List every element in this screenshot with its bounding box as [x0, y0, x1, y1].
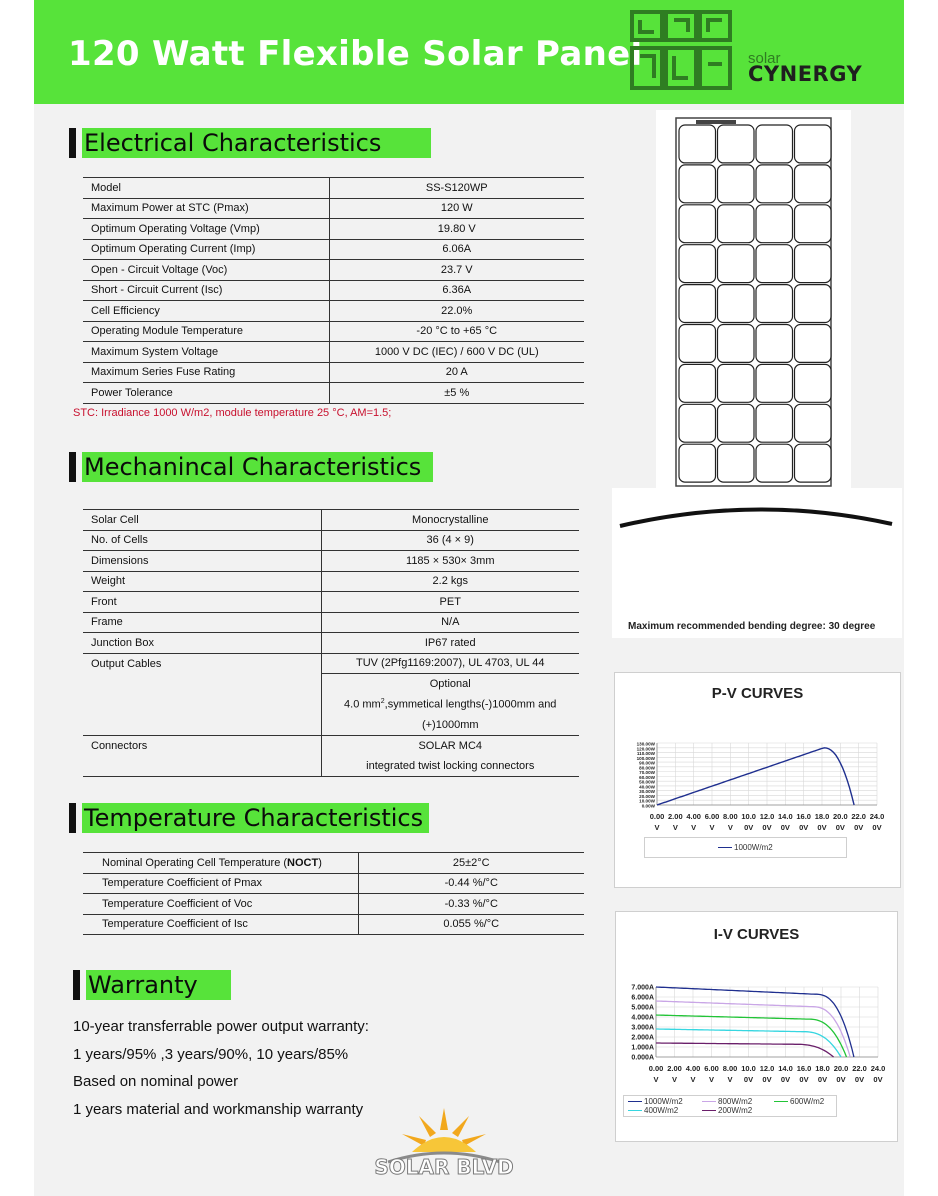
table-row: [83, 178, 584, 199]
y-tick-label: 60.00W: [639, 774, 655, 780]
x-tick-label: 10.0: [741, 812, 756, 821]
solar-cell: [756, 404, 793, 442]
row-value: IP67 rated: [321, 633, 579, 654]
table-row: [83, 198, 584, 219]
row-value: 120 W: [329, 198, 584, 219]
pv-chart: [614, 672, 901, 888]
legend-item: [718, 843, 773, 852]
row-label: Frame: [83, 612, 321, 633]
table-row: [83, 239, 584, 260]
y-tick-label: 130.00W: [636, 741, 655, 747]
warranty-line: Based on nominal power: [73, 1073, 239, 1090]
row-value: 6.36A: [329, 280, 584, 301]
y-tick-label: 4.000A: [631, 1014, 654, 1022]
iv-chart-title: I-V CURVES: [713, 926, 800, 943]
x-tick-unit: V: [653, 1075, 659, 1084]
x-tick-label: 2.00: [668, 812, 683, 821]
solar-cell: [756, 285, 793, 323]
row-value: 1185 × 530× 3mm: [321, 551, 579, 572]
datasheet-page: [34, 0, 904, 1196]
solar-cell: [756, 245, 793, 283]
solar-cell: [718, 404, 755, 442]
table-row: [83, 530, 579, 551]
table-row: [83, 735, 579, 756]
y-tick-label: 1.000A: [631, 1044, 654, 1052]
solar-cell: [795, 404, 832, 442]
heading-bar: [69, 128, 76, 158]
x-tick-label: 16.0: [796, 812, 811, 821]
row-label: Maximum System Voltage: [83, 342, 329, 363]
page-title: 120 Watt Flexible Solar Panel: [68, 34, 643, 74]
x-tick-unit: V: [727, 1075, 733, 1084]
solar-cell: [718, 245, 755, 283]
logo-big-text: CYNERGY: [748, 62, 863, 86]
x-tick-unit: V: [690, 1075, 696, 1084]
mechanical-table: [83, 509, 579, 777]
x-tick-label: 14.0: [778, 1064, 793, 1073]
row-label: Weight: [83, 571, 321, 592]
x-tick-unit: 0V: [817, 1075, 828, 1084]
row-value: ±5 %: [329, 383, 584, 404]
legend-label: 1000W/m2: [734, 843, 773, 852]
legend-item: [702, 1106, 752, 1115]
x-tick-label: 6.00: [704, 812, 720, 821]
legend-swatch: [702, 1110, 716, 1111]
x-tick-unit: 0V: [872, 823, 882, 832]
cables-line2: Optional: [429, 678, 471, 690]
logo-small-text: solar: [748, 50, 781, 67]
row-value: 36 (4 × 9): [321, 530, 579, 551]
x-tick-label: 16.0: [796, 1064, 812, 1073]
solar-cell: [679, 205, 716, 243]
connectors-line2: integrated twist locking connectors: [321, 756, 579, 777]
table-row: [83, 873, 584, 894]
cables-sup: 2: [380, 697, 385, 705]
legend-item: [702, 1097, 752, 1106]
x-tick-unit: 0V: [873, 1075, 883, 1084]
x-tick-unit: 0V: [744, 823, 754, 832]
row-label: Dimensions: [83, 551, 321, 572]
row-label: Temperature Coefficient of Isc: [83, 914, 358, 935]
x-tick-label: 18.0: [815, 1064, 830, 1073]
solar-cell: [795, 444, 832, 482]
cables-line4: (+)1000mm: [321, 715, 579, 736]
electrical-table: [83, 177, 584, 404]
solar-cell: [718, 444, 755, 482]
x-tick-unit: 0V: [762, 823, 772, 832]
x-tick-label: 0.00: [648, 1064, 664, 1073]
table-row: [83, 342, 584, 363]
x-tick-label: 22.0: [851, 812, 866, 821]
connectors-line1: SOLAR MC4: [418, 739, 483, 752]
iv-chart: [615, 911, 898, 1142]
panel-image: [656, 110, 851, 490]
x-tick-unit: V: [691, 823, 697, 832]
table-row: [83, 571, 579, 592]
solar-cell: [679, 245, 716, 283]
x-tick-label: 10.0: [741, 1064, 756, 1073]
row-value: SS-S120WP: [329, 178, 584, 199]
solar-cell: [718, 285, 755, 323]
x-tick-label: 18.0: [814, 812, 830, 821]
row-label: Maximum Power at STC (Pmax): [83, 198, 329, 219]
row-value: 6.06A: [329, 239, 584, 260]
row-label: Temperature Coefficient of Voc: [83, 894, 358, 915]
x-tick-unit: V: [708, 1075, 715, 1084]
row-label: Solar Cell: [83, 510, 321, 531]
solar-cell: [795, 245, 832, 283]
x-tick-unit: 0V: [799, 1075, 809, 1084]
warranty-line: 10-year transferrable power output warranty:: [73, 1018, 369, 1035]
legend-swatch: [718, 847, 732, 848]
bend-image: [612, 488, 902, 638]
connectors-label: Connectors: [83, 735, 321, 776]
solar-cell: [718, 125, 755, 163]
y-tick-label: 30.00W: [639, 789, 655, 795]
row-value: PET: [321, 592, 579, 613]
warranty-line: 1 years/95% ,3 years/90%, 10 years/85%: [73, 1046, 349, 1063]
legend-swatch: [628, 1101, 642, 1102]
legend-item: [628, 1097, 683, 1106]
row-label: Model: [83, 178, 329, 199]
solar-cell: [718, 165, 755, 203]
solar-cell: [679, 165, 716, 203]
row-label: Junction Box: [83, 633, 321, 654]
row-label: No. of Cells: [83, 530, 321, 551]
table-row: [83, 383, 584, 404]
y-tick-label: 0.000A: [631, 1054, 654, 1062]
x-tick-label: 6.00: [704, 1064, 719, 1073]
x-tick-unit: V: [727, 823, 733, 832]
cables-line3b: ,symmetical lengths(-)1000mm and: [384, 698, 557, 711]
blvd-text: SOLAR BLVD: [374, 1155, 514, 1179]
y-tick-label: 80.00W: [639, 765, 655, 771]
electrical-heading-text: Electrical Characteristics: [82, 128, 431, 158]
x-tick-unit: 0V: [780, 1075, 791, 1084]
warranty-heading-text: Warranty: [86, 970, 231, 1000]
legend-item: [628, 1106, 678, 1115]
solar-cell: [795, 325, 832, 363]
solar-cell: [795, 285, 832, 323]
legend-swatch: [774, 1101, 788, 1102]
row-value: -20 °C to +65 °C: [329, 321, 584, 342]
solar-cell: [795, 364, 832, 402]
x-tick-label: 8.00: [723, 812, 738, 821]
series-line: [656, 1043, 834, 1057]
stc-note: STC: Irradiance 1000 W/m2, module temperature 25 °C, AM=1.5;: [73, 407, 392, 419]
series-line: [656, 1015, 847, 1057]
solar-cell: [679, 404, 716, 442]
table-row: [83, 301, 584, 322]
row-value: N/A: [321, 612, 579, 633]
row-value: -0.44 %/°C: [358, 873, 584, 894]
table-row: [83, 280, 584, 301]
x-tick-label: 12.0: [759, 812, 775, 821]
noct-prefix: Nominal Operating Cell Temperature (: [102, 856, 288, 869]
x-tick-unit: 0V: [743, 1075, 754, 1084]
noct-bold: NOCT: [287, 856, 319, 869]
x-tick-unit: V: [671, 1075, 678, 1084]
noct-value: 25±2°C: [358, 853, 584, 874]
x-tick-unit: V: [672, 823, 678, 832]
warranty-line: 1 years material and workmanship warranty: [73, 1101, 364, 1118]
x-tick-label: 20.0: [833, 1064, 849, 1073]
legend-swatch: [702, 1101, 716, 1102]
x-tick-unit: 0V: [762, 1075, 772, 1084]
y-tick-label: 6.000A: [631, 994, 654, 1002]
table-row: [83, 914, 584, 935]
x-tick-label: 8.00: [722, 1064, 738, 1073]
table-row: [83, 653, 579, 674]
solar-cell: [756, 325, 793, 363]
row-label: Optimum Operating Voltage (Vmp): [83, 219, 329, 240]
legend-swatch: [628, 1110, 642, 1111]
cables-label: Output Cables: [83, 653, 321, 735]
y-tick-label: 20.00W: [639, 793, 655, 799]
x-tick-label: 14.0: [778, 812, 793, 821]
legend-label: 200W/m2: [718, 1106, 753, 1115]
table-row: [83, 551, 579, 572]
row-value: 22.0%: [329, 301, 584, 322]
table-row: [83, 260, 584, 281]
solar-cell: [756, 125, 793, 163]
solar-cell: [679, 444, 716, 482]
x-tick-label: 4.00: [686, 812, 701, 821]
row-label: Front: [83, 592, 321, 613]
x-tick-label: 22.0: [852, 1064, 867, 1073]
x-tick-unit: 0V: [817, 823, 827, 832]
y-tick-label: 90.00W: [639, 760, 655, 766]
heading-bar: [69, 452, 76, 482]
row-value: 20 A: [329, 362, 584, 383]
cables-line3: [321, 694, 579, 715]
junction-box: [696, 120, 736, 124]
solar-cell: [756, 444, 793, 482]
solar-cell: [795, 125, 832, 163]
row-label: Temperature Coefficient of Pmax: [83, 873, 358, 894]
solar-cell: [756, 165, 793, 203]
cables-line3a: 4.0 mm: [344, 698, 381, 711]
row-label: Optimum Operating Current (Imp): [83, 239, 329, 260]
y-tick-label: 50.00W: [639, 779, 655, 785]
y-tick-label: 100.00W: [636, 755, 655, 761]
table-row: [83, 510, 579, 531]
panel-drawing-icon: [656, 110, 851, 490]
x-tick-label: 24.0: [870, 1064, 886, 1073]
x-tick-unit: 0V: [799, 823, 809, 832]
legend-label: 1000W/m2: [644, 1097, 683, 1106]
iv-legend: [623, 1095, 837, 1117]
table-row: [83, 894, 584, 915]
x-tick-label: 20.0: [833, 812, 848, 821]
row-value: 19.80 V: [329, 219, 584, 240]
y-tick-label: 70.00W: [639, 770, 655, 776]
x-tick-unit: V: [709, 823, 715, 832]
y-tick-label: 3.000A: [631, 1024, 654, 1032]
x-tick-label: 24.0: [869, 812, 885, 821]
y-tick-label: 2.000A: [631, 1034, 654, 1042]
bend-curve-icon: [612, 488, 902, 548]
y-tick-label: 0.00W: [641, 803, 655, 809]
row-value: 1000 V DC (IEC) / 600 V DC (UL): [329, 342, 584, 363]
x-tick-unit: 0V: [835, 823, 845, 832]
y-tick-label: 110.00W: [636, 751, 655, 757]
solar-cell: [679, 325, 716, 363]
solar-cell: [795, 165, 832, 203]
solar-cell: [679, 125, 716, 163]
x-tick-label: 2.00: [667, 1064, 682, 1073]
x-tick-unit: 0V: [854, 823, 864, 832]
table-row: [83, 362, 584, 383]
table-row: [83, 853, 584, 874]
solar-cell: [679, 285, 716, 323]
solar-cell: [756, 205, 793, 243]
y-tick-label: 120.00W: [636, 746, 655, 752]
solar-cell: [756, 364, 793, 402]
mechanical-heading-text: Mechanincal Characteristics: [82, 452, 433, 482]
row-label: Power Tolerance: [83, 383, 329, 404]
x-tick-label: 4.00: [685, 1064, 701, 1073]
x-tick-label: 12.0: [759, 1064, 775, 1073]
row-value: 2.2 kgs: [321, 571, 579, 592]
table-row: [83, 592, 579, 613]
x-tick-unit: 0V: [780, 823, 790, 832]
row-label: Open - Circuit Voltage (Voc): [83, 260, 329, 281]
cables-line1: TUV (2Pfg1169:2007), UL 4703, UL 44: [321, 653, 579, 674]
legend-label: 400W/m2: [644, 1106, 679, 1115]
solar-cell: [795, 205, 832, 243]
row-label: Short - Circuit Current (Isc): [83, 280, 329, 301]
table-row: [83, 612, 579, 633]
row-value: 0.055 %/°C: [358, 914, 584, 935]
pv-chart-title: P-V CURVES: [711, 685, 804, 702]
legend-label: 800W/m2: [718, 1097, 753, 1106]
x-tick-unit: 0V: [854, 1075, 865, 1084]
noct-label: [83, 853, 358, 874]
x-tick-label: 0.00: [649, 812, 665, 821]
temperature-table: [83, 852, 584, 935]
row-label: Cell Efficiency: [83, 301, 329, 322]
y-tick-label: 5.000A: [631, 1004, 654, 1012]
temperature-heading-text: Temperature Characteristics: [82, 803, 429, 833]
table-row: [83, 321, 584, 342]
x-tick-unit: V: [654, 823, 660, 832]
x-tick-unit: 0V: [836, 1075, 846, 1084]
row-value: Monocrystalline: [321, 510, 579, 531]
solar-cell: [679, 364, 716, 402]
y-tick-label: 7.000A: [631, 984, 654, 992]
row-value: -0.33 %/°C: [358, 894, 584, 915]
legend-label: 600W/m2: [790, 1097, 825, 1106]
solar-cell: [718, 364, 755, 402]
heading-bar: [69, 803, 76, 833]
noct-suffix: ): [318, 856, 322, 869]
solar-cell: [718, 325, 755, 363]
row-label: Maximum Series Fuse Rating: [83, 362, 329, 383]
bend-caption: Maximum recommended bending degree: 30 degree: [628, 621, 876, 632]
solar-cell: [718, 205, 755, 243]
heading-bar: [73, 970, 80, 1000]
row-value: 23.7 V: [329, 260, 584, 281]
y-tick-label: 40.00W: [639, 784, 655, 790]
series-line: [656, 987, 854, 1057]
table-row: [83, 633, 579, 654]
pv-legend: [644, 837, 847, 858]
y-tick-label: 10.00W: [639, 798, 655, 804]
header-banner: [34, 0, 904, 104]
row-label: Operating Module Temperature: [83, 321, 329, 342]
legend-item: [774, 1097, 824, 1106]
solar-blvd-logo-icon: [374, 1100, 514, 1190]
table-row: [83, 219, 584, 240]
